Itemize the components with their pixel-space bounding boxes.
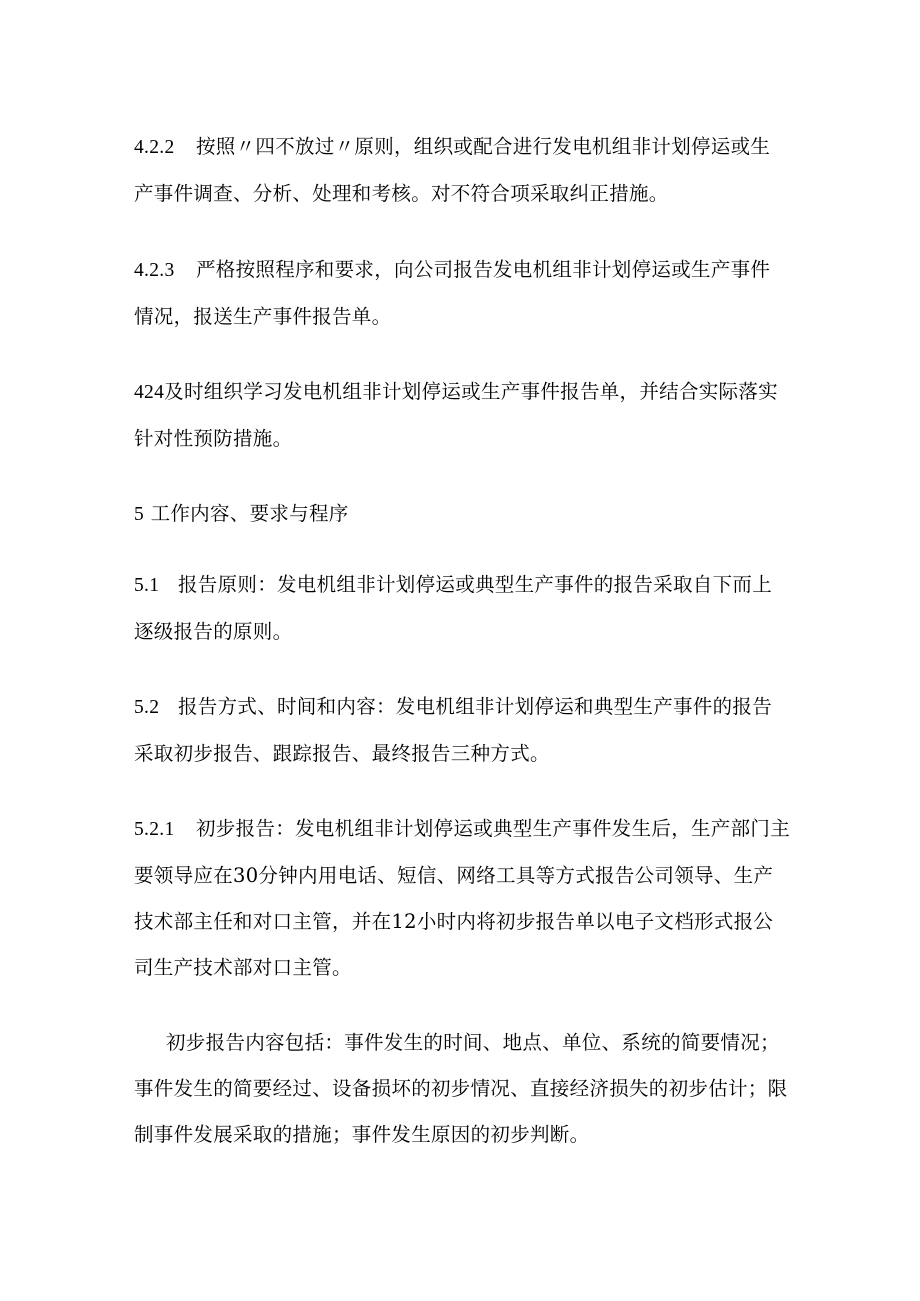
section-number: 4.2.3 <box>134 260 175 281</box>
paragraph-line: 事件发生的简要经过、设备损坏的初步情况、直接经济损失的初步估计；限 <box>134 1077 788 1100</box>
paragraph-line: 424及时组织学习发电机组非计划停运或生产事件报告单，并结合实际落实 <box>134 369 794 416</box>
paragraph-line: 4.2.2 按照〃四不放过〃原则，组织或配合进行发电机组非计划停运或生 <box>134 124 794 171</box>
paragraph-5-1 <box>134 562 794 655</box>
section-heading-5 <box>134 491 794 538</box>
paragraph-4-2-3 <box>134 247 794 340</box>
section-number: 5.2.1 <box>134 819 175 840</box>
section-title: 工作内容、要求与程序 <box>150 502 349 525</box>
paragraph-line: 技术部主任和对口主管，并在12小时内将初步报告单以电子文档形式报公 <box>134 910 774 933</box>
paragraph-5-2-1 <box>134 806 794 991</box>
paragraph-5-2 <box>134 684 794 777</box>
paragraph-4-2-4 <box>134 369 794 462</box>
paragraph-line: 5.1 报告原则：发电机组非计划停运或典型生产事件的报告采取自下而上 <box>134 562 794 609</box>
section-number: 424 <box>134 382 165 403</box>
paragraph-line: 制事件发展采取的措施；事件发生原因的初步判断。 <box>134 1123 590 1146</box>
paragraph-line: 产事件调查、分析、处理和考核。对不符合项采取纠正措施。 <box>134 182 669 205</box>
paragraph-4-2-2 <box>134 124 794 217</box>
paragraph-line: 4.2.3 严格按照程序和要求，向公司报告发电机组非计划停运或生产事件 <box>134 247 794 294</box>
paragraph-line: 5.2.1 初步报告：发电机组非计划停运或典型生产事件发生后，生产部门主 <box>134 806 794 853</box>
section-number: 5.2 <box>134 697 160 718</box>
paragraph-line: 情况，报送生产事件报告单。 <box>134 305 392 328</box>
section-number: 5.1 <box>134 575 160 596</box>
paragraph-line: 逐级报告的原则。 <box>134 620 293 643</box>
heading-line <box>134 491 794 538</box>
paragraph-line: 5.2 报告方式、时间和内容：发电机组非计划停运和典型生产事件的报告 <box>134 684 794 731</box>
section-number: 4.2.2 <box>134 137 175 158</box>
section-number: 5 <box>134 504 145 525</box>
paragraph-line: 要领导应在30分钟内用电话、短信、网络工具等方式报告公司领导、生产 <box>134 864 774 887</box>
paragraph-line: 针对性预防措施。 <box>134 427 293 450</box>
paragraph-initial-report-contents <box>134 1020 794 1158</box>
paragraph-line: 采取初步报告、跟踪报告、最终报告三种方式。 <box>134 742 550 765</box>
paragraph-line: 司生产技术部对口主管。 <box>134 956 352 979</box>
paragraph-line: 初步报告内容包括：事件发生的时间、地点、单位、系统的简要情况； <box>166 1031 780 1054</box>
